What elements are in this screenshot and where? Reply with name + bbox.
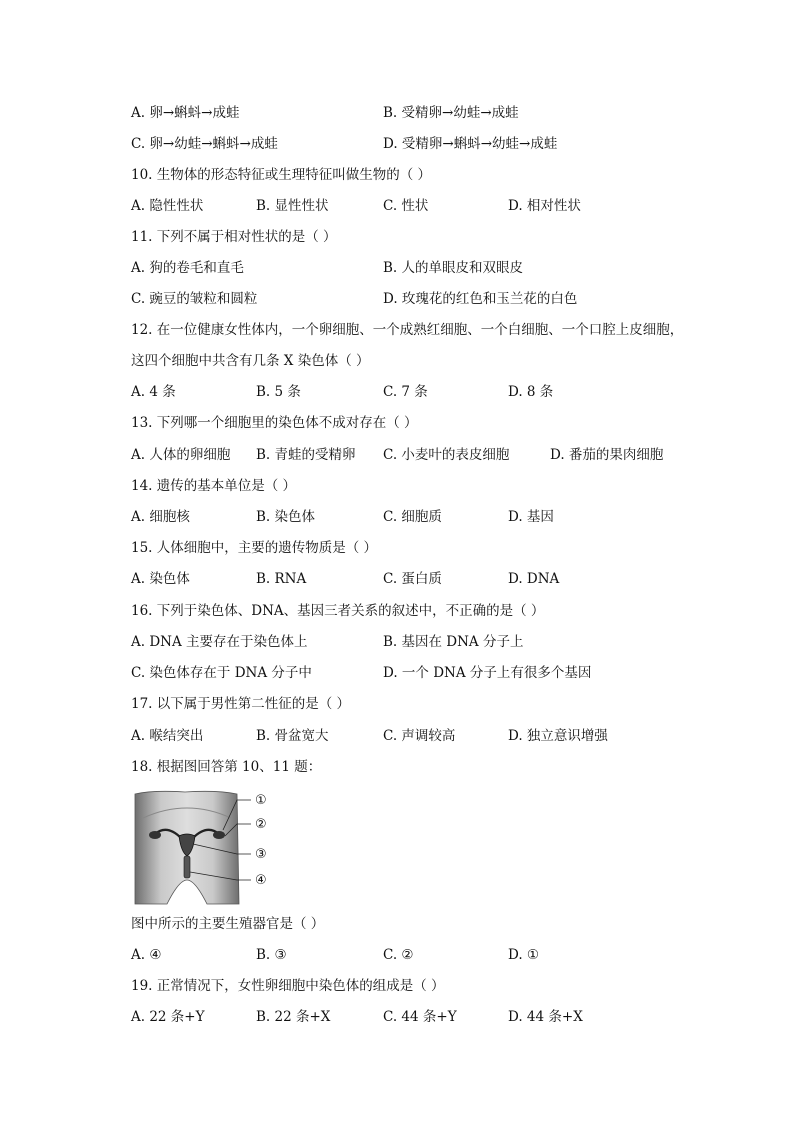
q16-stem: 16. 下列于染色体、DNA、基因三者关系的叙述中，不正确的是（ ） [131, 603, 545, 619]
vagina [184, 856, 190, 878]
q13-option-a: A. 人体的卵细胞 [131, 447, 231, 463]
q14-option-b: B. 染色体 [256, 509, 316, 525]
q19-option-b: B. 22 条+X [256, 1009, 331, 1025]
q10-option-d: D. 相对性状 [508, 198, 581, 214]
q16-option-c: C. 染色体存在于 DNA 分子中 [131, 665, 312, 681]
q12-option-b: B. 5 条 [256, 384, 301, 400]
q12-stem-continued: 这四个细胞中共含有几条 X 染色体（ ） [131, 353, 370, 369]
figure-label-3: ③ [255, 847, 267, 862]
q19-option-c: C. 44 条+Y [383, 1009, 457, 1025]
q13-stem: 13. 下列哪一个细胞里的染色体不成对存在（ ） [131, 415, 418, 431]
q11-option-d: D. 玫瑰花的红色和玉兰花的白色 [383, 291, 578, 307]
q12-option-d: D. 8 条 [508, 384, 554, 400]
q12-stem: 12. 在一位健康女性体内，一个卵细胞、一个成熟红细胞、一个白细胞、一个口腔上皮细胞， [131, 322, 684, 338]
q14-option-a: A. 细胞核 [131, 509, 190, 525]
q16-option-b: B. 基因在 DNA 分子上 [383, 634, 524, 650]
q15-option-c: C. 蛋白质 [383, 571, 442, 587]
q9-option-a: A. 卵→蝌蚪→成蛙 [131, 105, 240, 121]
q9-option-d: D. 受精卵→蝌蚪→幼蛙→成蛙 [383, 136, 558, 152]
q11-option-c: C. 豌豆的皱粒和圆粒 [131, 291, 258, 307]
q17-stem: 17. 以下属于男性第二性征的是（ ） [131, 696, 351, 712]
q19-option-a: A. 22 条+Y [131, 1009, 205, 1025]
q14-stem: 14. 遗传的基本单位是（ ） [131, 478, 297, 494]
q17-option-a: A. 喉结突出 [131, 728, 204, 744]
q14-option-d: D. 基因 [508, 509, 554, 525]
q19-stem: 19. 正常情况下，女性卵细胞中染色体的组成是（ ） [131, 978, 445, 994]
q16-option-d: D. 一个 DNA 分子上有很多个基因 [383, 665, 592, 681]
q14-option-c: C. 细胞质 [383, 509, 442, 525]
reproductive-system-figure [133, 788, 283, 906]
q9-option-c: C. 卵→幼蛙→蝌蚪→成蛙 [131, 136, 278, 152]
q18-stem: 18. 根据图回答第 10、11 题： [131, 759, 322, 775]
q15-stem: 15. 人体细胞中，主要的遗传物质是（ ） [131, 540, 378, 556]
q10-stem: 10. 生物体的形态特征或生理特征叫做生物的（ ） [131, 167, 432, 183]
q15-option-d: D. DNA [508, 571, 560, 587]
q17-option-c: C. 声调较高 [383, 728, 456, 744]
figure-label-2: ② [255, 817, 267, 832]
q15-option-b: B. RNA [256, 571, 307, 587]
q18-option-d: D. ① [508, 947, 540, 963]
q18-question: 图中所示的主要生殖器官是（ ） [131, 916, 325, 932]
q13-option-b: B. 青蛙的受精卵 [256, 447, 356, 463]
q15-option-a: A. 染色体 [131, 571, 190, 587]
ovary-right [213, 831, 225, 839]
q10-option-a: A. 隐性性状 [131, 198, 204, 214]
q16-option-a: A. DNA 主要存在于染色体上 [131, 634, 308, 650]
q10-option-b: B. 显性性状 [256, 198, 329, 214]
q13-option-d: D. 番茄的果肉细胞 [550, 447, 664, 463]
q18-option-a: A. ④ [131, 947, 162, 963]
q17-option-d: D. 独立意识增强 [508, 728, 608, 744]
q11-option-b: B. 人的单眼皮和双眼皮 [383, 260, 524, 276]
female-reproductive-organs-illustration [133, 788, 283, 906]
q11-option-a: A. 狗的卷毛和直毛 [131, 260, 244, 276]
q9-option-b: B. 受精卵→幼蛙→成蛙 [383, 105, 519, 121]
q13-option-c: C. 小麦叶的表皮细胞 [383, 447, 510, 463]
q19-option-d: D. 44 条+X [508, 1009, 583, 1025]
q18-option-c: C. ② [383, 947, 414, 963]
ovary-left [149, 831, 161, 839]
q10-option-c: C. 性状 [383, 198, 429, 214]
figure-label-4: ④ [255, 873, 267, 888]
figure-label-1: ① [255, 793, 267, 808]
q17-option-b: B. 骨盆宽大 [256, 728, 329, 744]
q12-option-c: C. 7 条 [383, 384, 428, 400]
q11-stem: 11. 下列不属于相对性状的是（ ） [131, 229, 337, 245]
q12-option-a: A. 4 条 [131, 384, 176, 400]
q18-option-b: B. ③ [256, 947, 287, 963]
